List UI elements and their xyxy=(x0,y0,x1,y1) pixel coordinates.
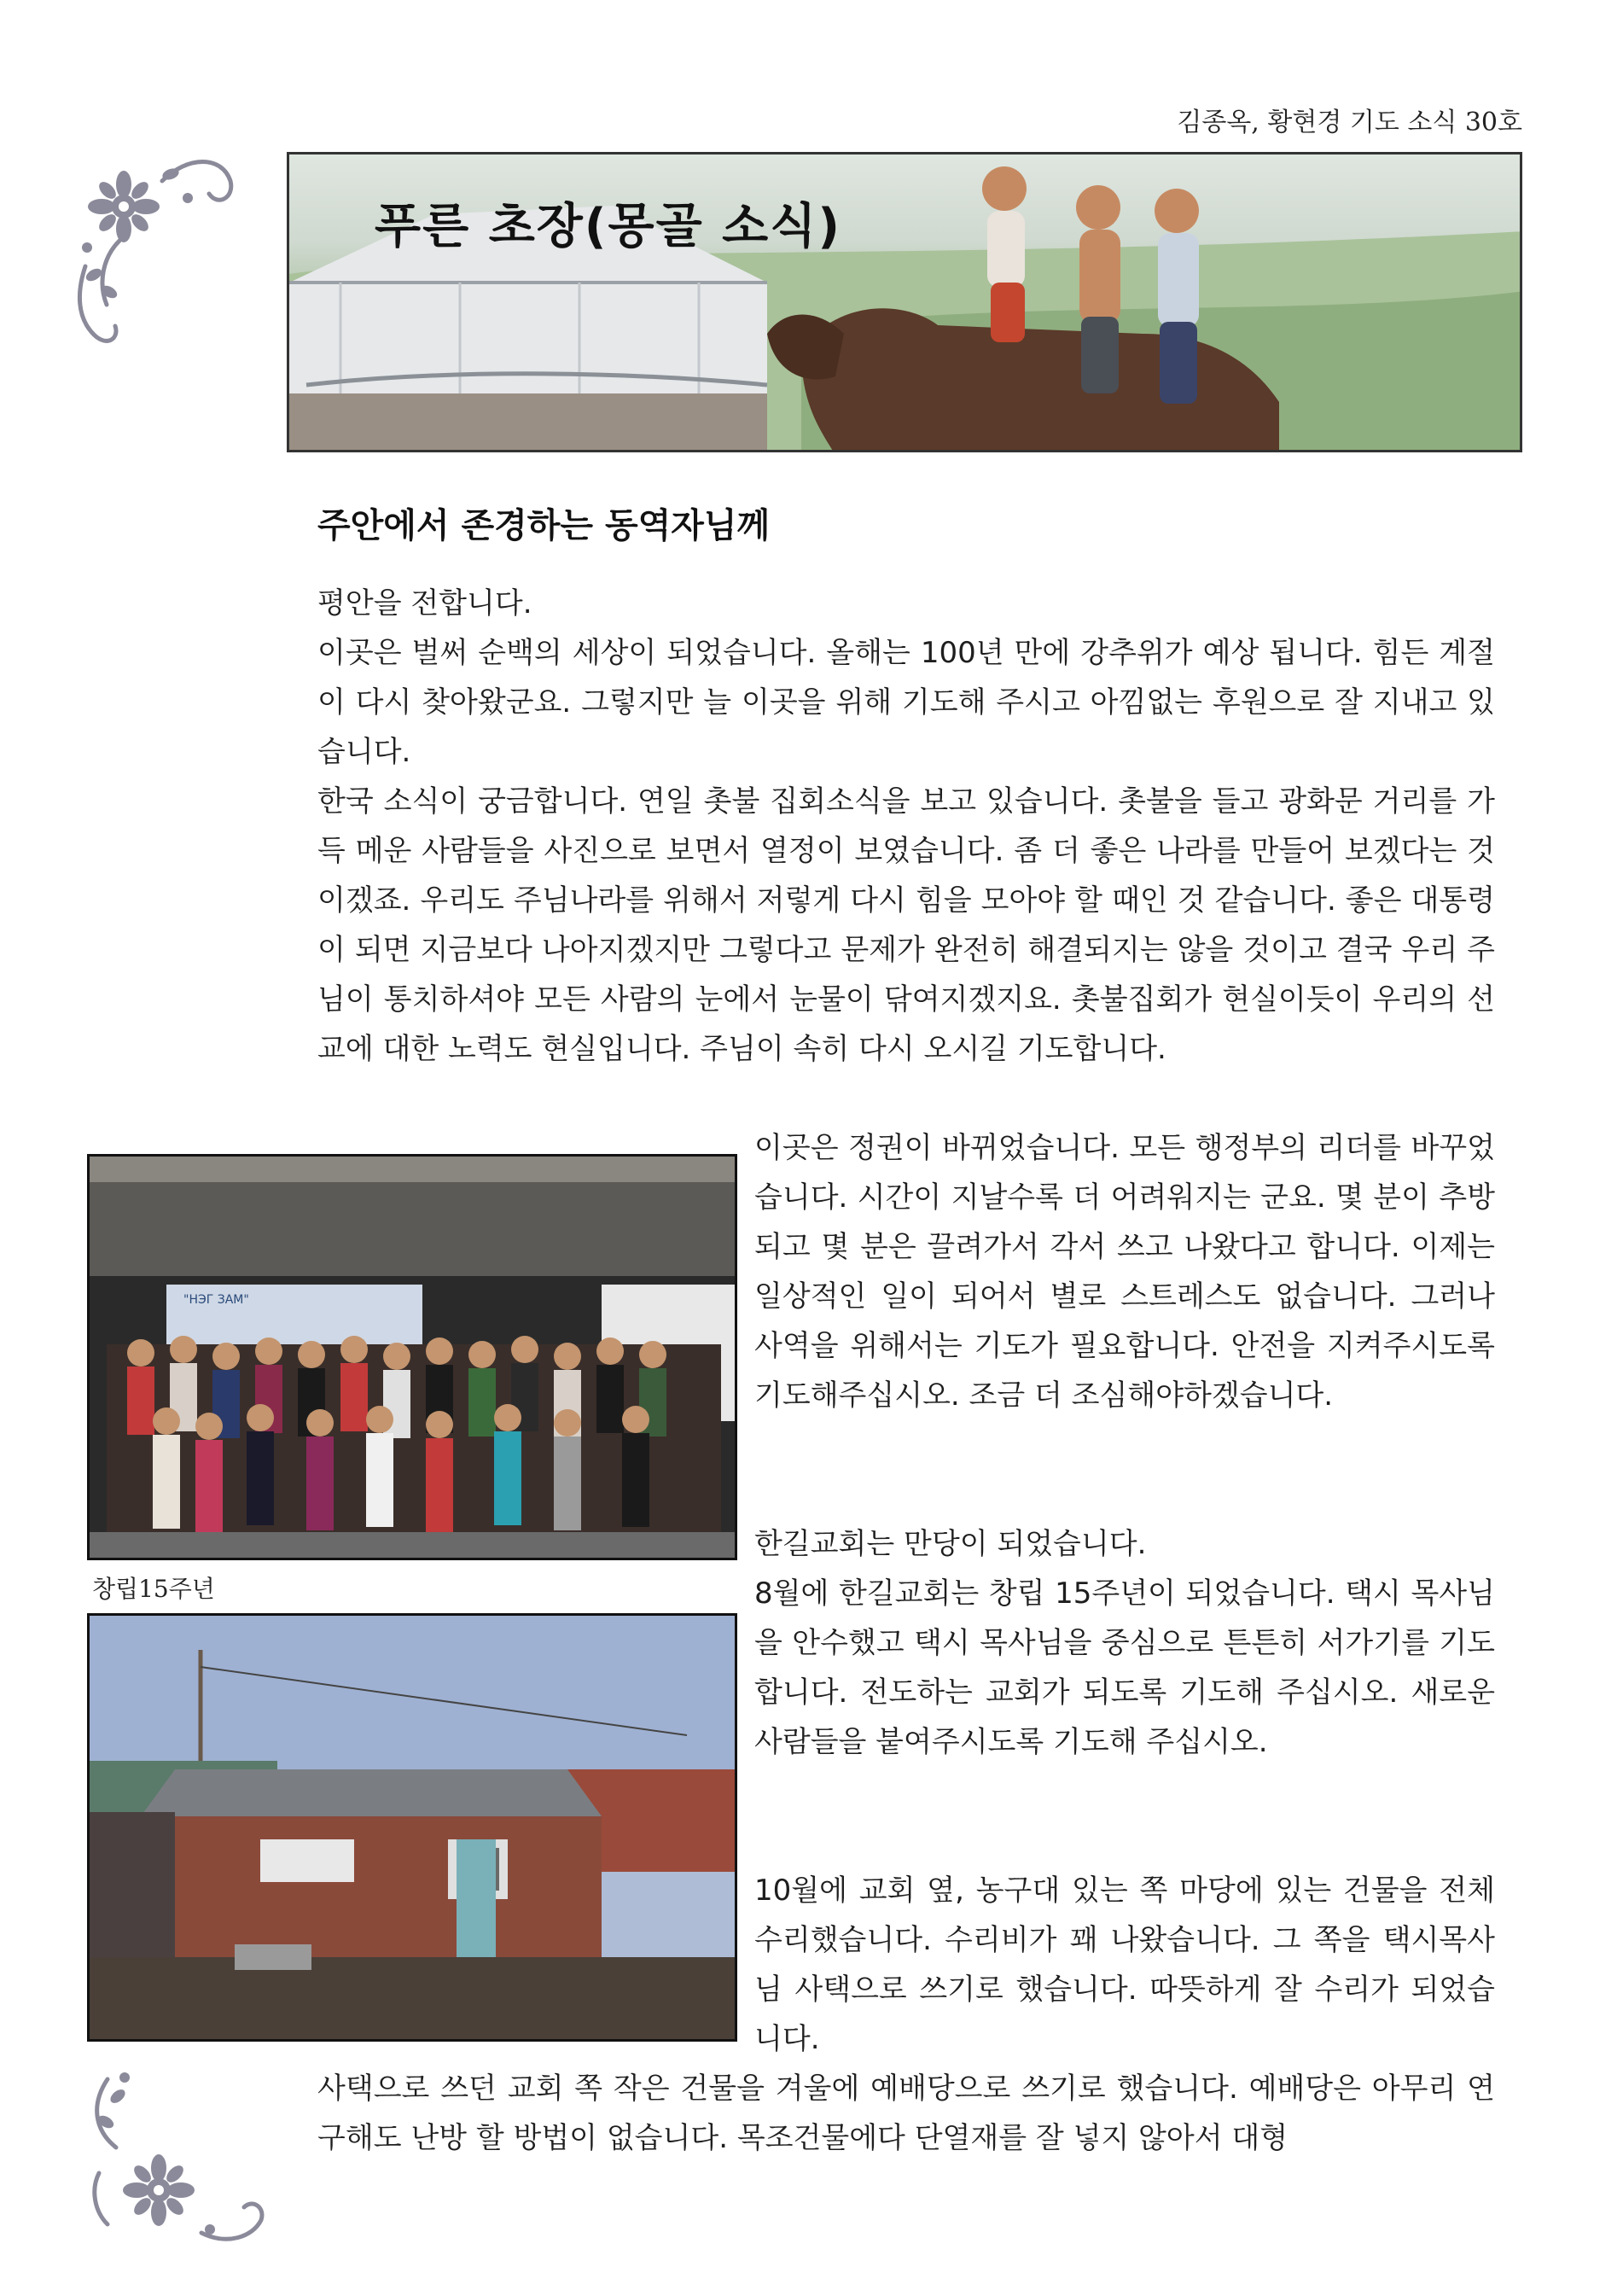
floral-ornament-icon xyxy=(73,2062,278,2267)
renovated-building-photo xyxy=(87,1613,737,2042)
header-banner xyxy=(287,152,1522,452)
anniversary-paragraph: 8월에 한길교회는 창립 15주년이 되었습니다. 택시 목사님을 안수했고 택시 목사님을 중심으로 튼튼히 서가기를 기도합니다. 전도하는 교회가 되도록 기도해 주십시오. 새로운 사람들을 붙여주시도록 기도해 주십시오. xyxy=(754,1576,1495,1759)
newsletter-label: 김종옥, 황현경 기도 소식 30호 xyxy=(1177,108,1522,137)
chapel-paragraph: 사택으로 쓰던 교회 쪽 작은 건물을 겨울에 예배당으로 쓰기로 했습니다. 예배당은 아무리 연구해도 난방 할 방법이 없습니다. 목조건물에다 단열재를 잘 넣지 않아서 대형 xyxy=(317,2072,1495,2155)
renovation-paragraph: 10월에 교회 옆, 농구대 있는 쪽 마당에 있는 건물을 전체 수리했습니다. 수리비가 꽤 나왔습니다. 그 쪽을 택시목사님 사택으로 쓰기로 했습니다. 따뜻하게 잘 수리가 되었습니다. xyxy=(754,1874,1495,2056)
church-full-paragraph: 한길교회는 만당이 되었습니다. xyxy=(754,1527,1147,1561)
banner-sign-text: "НЭГ ЗАМ" xyxy=(183,1293,249,1307)
korea-news-paragraph: 한국 소식이 궁금합니다. 연일 촛불 집회소식을 보고 있습니다. 촛불을 들고 광화문 거리를 가득 메운 사람들을 사진으로 보면서 열정이 보였습니다. 좀 더 좋은 나라를 만들어 보겠다는 것이겠죠. 우리도 주님나라를 위해서 저렇게 다시 힘을 모아야 할 때인 것 같습니다. 좋은 대통령이 되면 지금보다 나아지겠지만 그렇다고 문제가 완전히 해결되지는 않을 것이고 결국 우리 주님이 통치하셔야 모든 사람의 눈에서 눈물이 닦여지겠지요. 촛불집회가 현실이듯이 우리의 선교에 대한 노력도 현실입니다. 주님이 속히 다시 오시길 기도합니다. xyxy=(317,784,1495,1066)
floral-ornament-icon xyxy=(68,147,239,352)
weather-paragraph: 이곳은 벌써 순백의 세상이 되었습니다. 올해는 100년 만에 강추위가 예상 됩니다. 힘든 계절이 다시 찾아왔군요. 그렇지만 늘 이곳을 위해 기도해 주시고 아낌없는 후원으로 잘 지내고 있습니다. xyxy=(317,636,1495,769)
anniversary-group-photo xyxy=(87,1154,737,1560)
photo-caption: 창립15주년 xyxy=(92,1575,215,1603)
banner-title: 푸른 초장(몽골 소식) xyxy=(375,199,841,254)
greeting-paragraph: 평안을 전합니다. xyxy=(317,586,532,621)
government-paragraph: 이곳은 정권이 바뀌었습니다. 모든 행정부의 리더를 바꾸었습니다. 시간이 지날수록 더 어려워지는 군요. 몇 분이 추방되고 몇 분은 끌려가서 각서 쓰고 나왔다고 합니다. 이제는 일상적인 일이 되어서 별로 스트레스도 없습니다. 그러나 사역을 위해서는 기도가 필요합니다. 안전을 지켜주시도록 기도해주십시오. 조금 더 조심해야하겠습니다. xyxy=(754,1131,1495,1413)
letter-heading: 주안에서 존경하는 동역자님께 xyxy=(317,506,771,545)
